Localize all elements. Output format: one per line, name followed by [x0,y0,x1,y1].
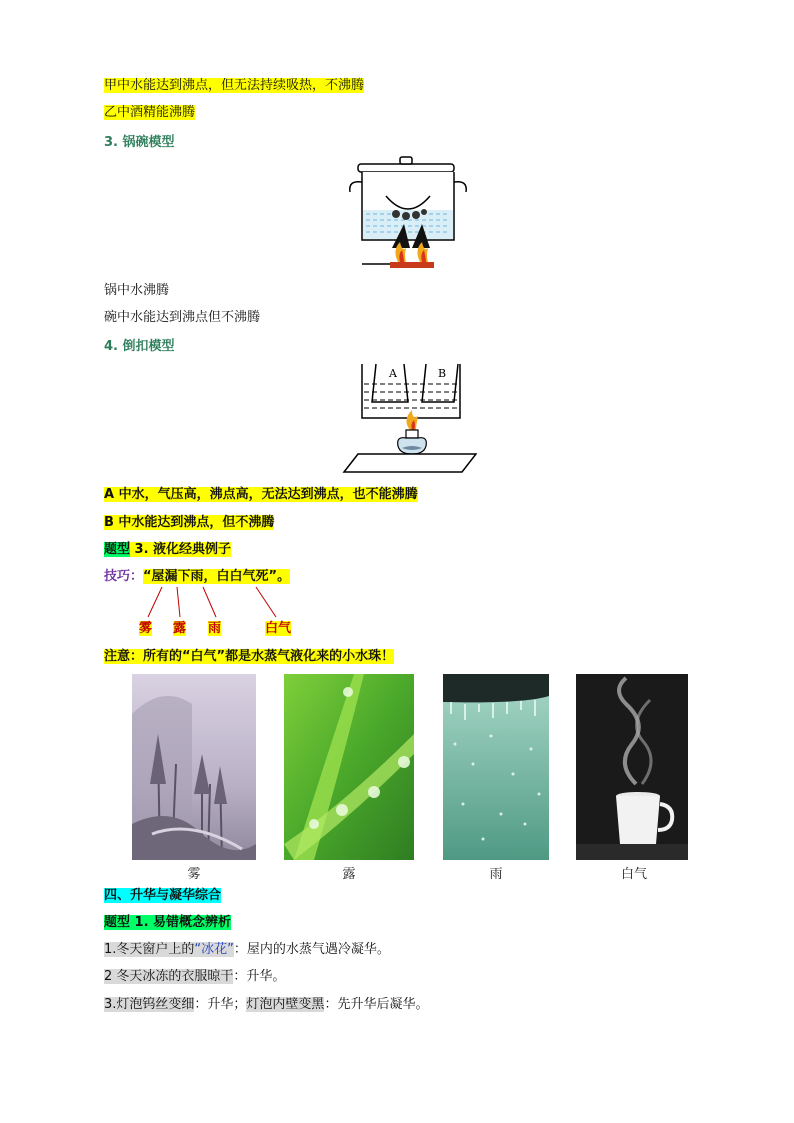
topic-prefix: 题型 [104,915,131,930]
text-line [104,486,418,504]
list-item [104,941,390,959]
topic-heading-3 [104,541,231,559]
text-line [104,514,274,532]
steam-photo [576,674,688,860]
item-label: 2 冬天冰冻的衣服晾干 [104,969,234,984]
word-steam [265,620,291,638]
word-dew-text: 露 [173,621,187,636]
tip-text: “屋漏下雨，白白气死”。 [143,569,291,584]
item-label-2: 灯泡内壁变黑 [246,997,325,1012]
dew-photo [284,674,414,860]
caption-fog: 雾 [187,867,201,882]
fog-photo [132,674,256,860]
item-text: ：先升华后凝华。 [324,997,429,1012]
note-line [104,648,394,666]
text-line [104,104,195,122]
highlighted-text: 甲中水能达到沸点，但无法持续吸热，不沸腾 [104,78,365,93]
rain-photo [443,674,549,860]
word-dew [173,620,186,638]
word-rain [208,620,221,638]
list-item [104,996,428,1014]
subheading-pot-bowl: 3. 锅碗模型 [104,135,175,150]
pot-bowl-diagram [340,152,480,272]
word-steam-text: 白气 [265,621,292,636]
section-heading-4 [104,887,221,905]
note-text: 注意：所有的“白气”都是水蒸气液化来的小水珠！ [104,649,395,664]
text-line [104,77,364,95]
subheading-inverted: 4. 倒扣模型 [104,339,175,354]
caption-dew: 露 [342,867,356,882]
highlighted-text: A 中水，气压高，沸点高，无法达到沸点，也不能沸腾 [104,487,418,502]
item-text: ：升华。 [233,969,286,984]
caption-steam: 白气 [620,867,647,882]
highlighted-text: 乙中酒精能沸腾 [104,105,196,120]
item-mid: ：升华； [194,997,247,1012]
item-label: 1.冬天窗户上的 [104,942,195,957]
item-quote: “冰花” [194,942,234,957]
word-rain-text: 雨 [208,621,222,636]
topic-heading-1 [104,914,231,932]
inverted-tube-diagram [342,362,477,477]
topic-title: 1. 易错概念辨析 [130,915,232,930]
tip-connectors [130,585,310,621]
tip-line [104,568,290,586]
tip-label: 技巧： [104,569,144,584]
highlighted-text: B 中水能达到沸点，但不沸腾 [104,515,275,530]
label-b: B [438,367,447,380]
word-fog-text: 雾 [139,621,153,636]
topic-title: 3. 液化经典例子 [130,542,232,557]
topic-prefix: 题型 [104,542,131,557]
text-line: 碗中水能达到沸点但不沸腾 [104,310,261,325]
item-text: ：屋内的水蒸气遇冷凝华。 [233,942,390,957]
item-label: 3.灯泡钨丝变细 [104,997,195,1012]
section-title: 四、升华与凝华综合 [104,888,222,903]
label-a: A [389,367,397,380]
list-item [104,968,285,986]
caption-rain: 雨 [489,867,503,882]
text-line: 锅中水沸腾 [104,283,170,298]
word-fog [139,620,152,638]
